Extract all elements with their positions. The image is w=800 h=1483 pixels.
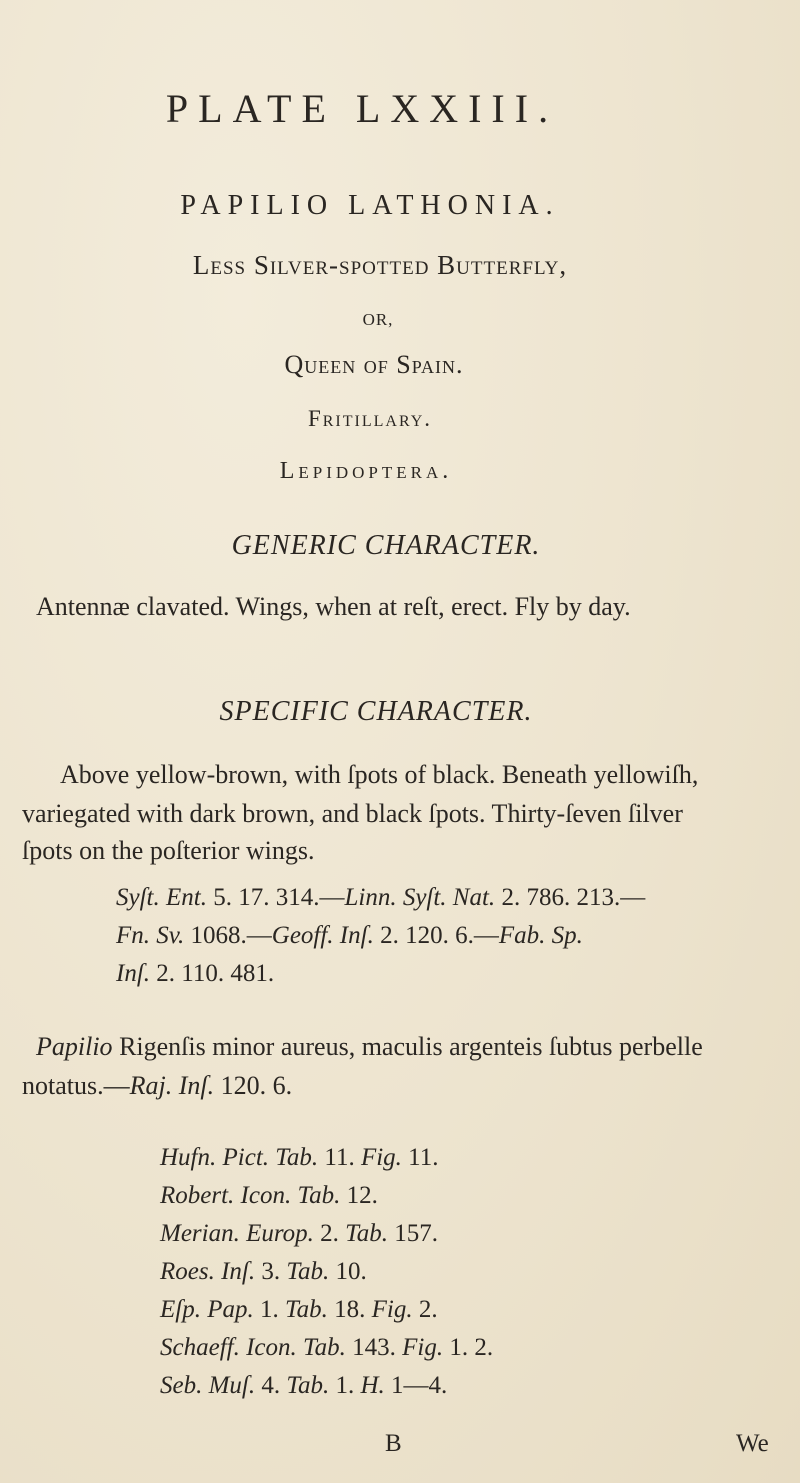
synonym-line [160, 1258, 367, 1286]
synonym-label: Fig. [402, 1334, 444, 1361]
specific-character-line: variegated with dark brown, and black ſpots. Thirty-ſeven ſilver [22, 799, 683, 828]
synonym-label: Tab. [345, 1220, 389, 1247]
ref-source: Fab. Sp. [498, 922, 583, 949]
species-name: PAPILIO LATHONIA. [180, 190, 560, 221]
synonym-source: Roes. Inſ. [160, 1258, 256, 1285]
synonym-source: Robert. Icon. Tab. [160, 1182, 341, 1209]
specific-character-line: ſpots on the poſterior wings. [22, 836, 315, 865]
synonym-source: Schaeff. Icon. Tab. [160, 1334, 346, 1361]
synonym-number: 12. [340, 1182, 378, 1209]
synonym-label: Fig. [371, 1296, 413, 1323]
synonym-number: 3. [255, 1258, 287, 1285]
signature-mark: B [385, 1430, 402, 1457]
synonym-source: Seb. Muſ. [160, 1372, 256, 1399]
catchword: We [736, 1430, 769, 1457]
ref-source: Geoff. Inſ. [271, 922, 374, 949]
synonym-number: 157. [388, 1220, 439, 1247]
synonym-source: Merian. Europ. [160, 1220, 314, 1247]
specific-character-line: Above yellow-brown, with ſpots of black. Beneath yellowiſh, [60, 760, 699, 789]
reference-line [116, 884, 645, 912]
latin-description-line [22, 1071, 292, 1101]
synonym-number: 11. [318, 1144, 361, 1171]
latin-genus: Papilio [36, 1032, 113, 1061]
synonym-line [160, 1144, 439, 1172]
synonym-label: Tab. [286, 1372, 330, 1399]
latin-text: notatus.— [22, 1071, 130, 1100]
ref-numbers: 5. 17. 314.— [206, 884, 345, 911]
ref-source: Linn. Syſt. Nat. [344, 884, 496, 911]
plate-title: PLATE LXXIII. [165, 86, 559, 131]
generic-character-text: Antennæ clavated. Wings, when at reſt, erect. Fly by day. [36, 592, 631, 621]
synonym-number: 1—4. [384, 1372, 448, 1399]
common-name-1: Less Silver-spotted Butterfly, [192, 250, 568, 280]
ref-numbers: 120. 6. [214, 1071, 293, 1100]
order-name: Lepidoptera. [279, 458, 453, 484]
synonym-source: Eſp. Pap. [160, 1296, 254, 1323]
synonym-line [160, 1182, 378, 1210]
common-name-3: Fritillary. [307, 406, 433, 431]
synonym-number: 2. [313, 1220, 346, 1247]
ref-numbers: 2. 110. 481. [150, 960, 275, 987]
synonym-number: 18. [327, 1296, 372, 1323]
ref-source: Inſ. [116, 960, 151, 987]
synonym-source: Hufn. Pict. Tab. [160, 1144, 319, 1171]
synonym-line [160, 1334, 493, 1362]
synonym-label: H. [360, 1372, 385, 1399]
reference-line [116, 960, 274, 988]
ref-source: Raj. Inſ. [129, 1071, 215, 1100]
synonym-number: 143. [345, 1334, 403, 1361]
synonym-number: 1. 2. [443, 1334, 494, 1361]
synonym-line [160, 1372, 447, 1400]
synonym-label: Tab. [285, 1296, 328, 1323]
synonym-number: 11. [401, 1144, 439, 1171]
synonym-number: 1. [329, 1372, 361, 1399]
ref-numbers: 1068.— [184, 922, 272, 949]
synonym-number: 1. [253, 1296, 285, 1323]
ref-numbers: 2. 120. 6.— [373, 922, 499, 949]
latin-description-line [36, 1032, 703, 1062]
ref-numbers: 2. 786. 213.— [495, 884, 646, 911]
synonym-line [160, 1296, 438, 1324]
synonym-line [160, 1220, 438, 1248]
synonym-label: Tab. [286, 1258, 330, 1285]
synonym-number: 10. [329, 1258, 367, 1285]
reference-line [116, 922, 583, 950]
or-separator: OR, [362, 310, 394, 329]
latin-text: Rigenſis minor aureus, maculis argenteis ſubtus perbelle [112, 1032, 703, 1061]
generic-character-heading: GENERIC CHARACTER. [231, 530, 541, 561]
synonym-number: 2. [412, 1296, 438, 1323]
specific-character-heading: SPECIFIC CHARACTER. [219, 696, 533, 727]
ref-source: Syſt. Ent. [116, 884, 207, 911]
synonym-label: Fig. [360, 1144, 402, 1171]
synonym-number: 4. [255, 1372, 287, 1399]
common-name-2: Queen of Spain. [284, 350, 464, 379]
ref-source: Fn. Sv. [116, 922, 185, 949]
